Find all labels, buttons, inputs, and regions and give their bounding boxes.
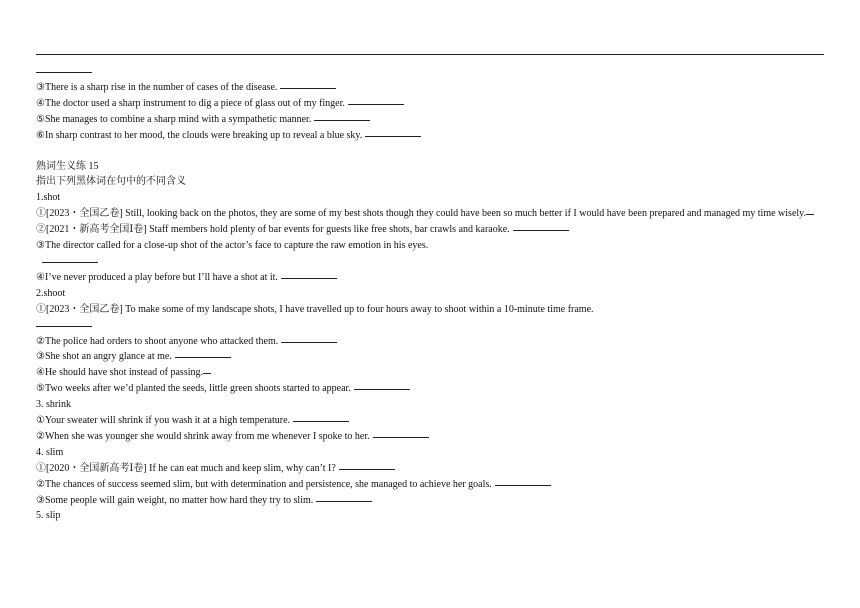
sentence-line [36, 334, 828, 350]
sentence-text: ④The doctor used a sharp instrument to dig a piece of glass out of my finger. [36, 97, 345, 109]
answer-blank[interactable] [281, 342, 337, 343]
sentence-text: ②When she was younger she would shrink away from me whenever I spoke to her. [36, 430, 370, 442]
answer-blank[interactable] [365, 136, 421, 137]
sentence-line [36, 80, 828, 96]
sentence-text: ②The police had orders to shoot anyone who attacked them. [36, 335, 279, 347]
sentence-line [36, 429, 828, 445]
sentence-text: ②[2021・新高考全国Ⅰ卷] Staff members hold plenty of bar events for guests like free shots, bar crawls and karaoke. [36, 224, 510, 236]
sentence-text: ①[2023・全国乙卷] Still, looking back on the photos, they are some of my best shots though they could have been so much better if I would have been prepared and managed my time wisely. [36, 208, 807, 220]
word-heading: 1.shot [36, 192, 61, 204]
sentence-text: ②The chances of success seemed slim, but with determination and persistence, she managed to achieve her goals. [36, 478, 492, 490]
answer-blank[interactable] [354, 389, 410, 390]
sentence-text: ①[2023・全国乙卷] To make some of my landscape shots, I have travelled up to four hours away to shoot within a 10-minute time frame. [36, 303, 594, 315]
section-title: 熟词生义练 15 [36, 160, 99, 172]
sentence-text: ④He should have shot instead of passing. [36, 367, 203, 379]
answer-blank[interactable] [373, 437, 429, 438]
answer-blank[interactable] [314, 120, 370, 121]
answer-blank[interactable] [280, 88, 336, 89]
sentence-line [36, 461, 828, 477]
answer-blank[interactable] [513, 230, 569, 231]
answer-blank[interactable] [36, 72, 92, 73]
section-instruction: 指出下列黑体词在句中的不同含义 [36, 176, 186, 188]
sentence-line [36, 349, 828, 365]
sentence-line [36, 222, 828, 238]
answer-blank[interactable] [281, 278, 337, 279]
answer-blank-line [36, 254, 828, 270]
sentence-line [36, 128, 828, 144]
sentence-text: ⑤She manages to combine a sharp mind with a sympathetic manner. [36, 113, 312, 125]
sentence-line [36, 381, 828, 397]
exercise-content [36, 64, 828, 524]
answer-blank[interactable] [806, 214, 814, 215]
sentence-text: ③The director called for a close-up shot of the actor’s face to capture the raw emotion in his eyes. [36, 240, 429, 252]
sentence-line [36, 365, 828, 381]
sentence-line [36, 112, 828, 128]
sentence-line [36, 96, 828, 112]
answer-blank[interactable] [175, 357, 231, 358]
sentence-text: ①Your sweater will shrink if you wash it at a high temperature. [36, 415, 291, 427]
word-heading: 4. slim [36, 446, 64, 458]
sentence-text: ⑥In sharp contrast to her mood, the clouds were breaking up to reveal a blue sky. [36, 129, 363, 141]
sentence-line [36, 302, 828, 318]
sentence-line [36, 238, 828, 254]
sentence-line [36, 493, 828, 509]
answer-blank[interactable] [203, 373, 211, 374]
sentence-line [36, 270, 828, 286]
answer-blank-line [36, 64, 828, 80]
spacer [36, 144, 828, 159]
answer-blank[interactable] [293, 421, 349, 422]
sentence-line [36, 413, 828, 429]
word-heading: 5. slip [36, 510, 61, 522]
answer-blank[interactable] [495, 485, 551, 486]
sentence-text: ③She shot an angry glance at me. [36, 351, 172, 363]
word-heading: 2.shoot [36, 287, 66, 299]
sentence-text: ④I’ve never produced a play before but I’ll have a shot at it. [36, 271, 278, 283]
sentence-line [36, 477, 828, 493]
answer-blank[interactable] [316, 501, 372, 502]
top-rule [36, 54, 824, 55]
answer-blank[interactable] [348, 104, 404, 105]
sentence-text: ③Some people will gain weight, no matter how hard they try to slim. [36, 494, 314, 506]
sentence-text: ③There is a sharp rise in the number of cases of the disease. [36, 81, 278, 93]
answer-blank[interactable] [339, 469, 395, 470]
answer-blank[interactable] [36, 326, 92, 327]
answer-blank-line [36, 318, 828, 334]
word-heading: 3. shrink [36, 399, 71, 411]
answer-blank[interactable] [42, 262, 98, 263]
sentence-line [36, 206, 828, 222]
sentence-text: ⑤Two weeks after we’d planted the seeds, little green shoots started to appear. [36, 383, 351, 395]
sentence-text: ①[2020・全国新高考Ⅰ卷] If he can eat much and keep slim, why can’t I? [36, 462, 336, 474]
